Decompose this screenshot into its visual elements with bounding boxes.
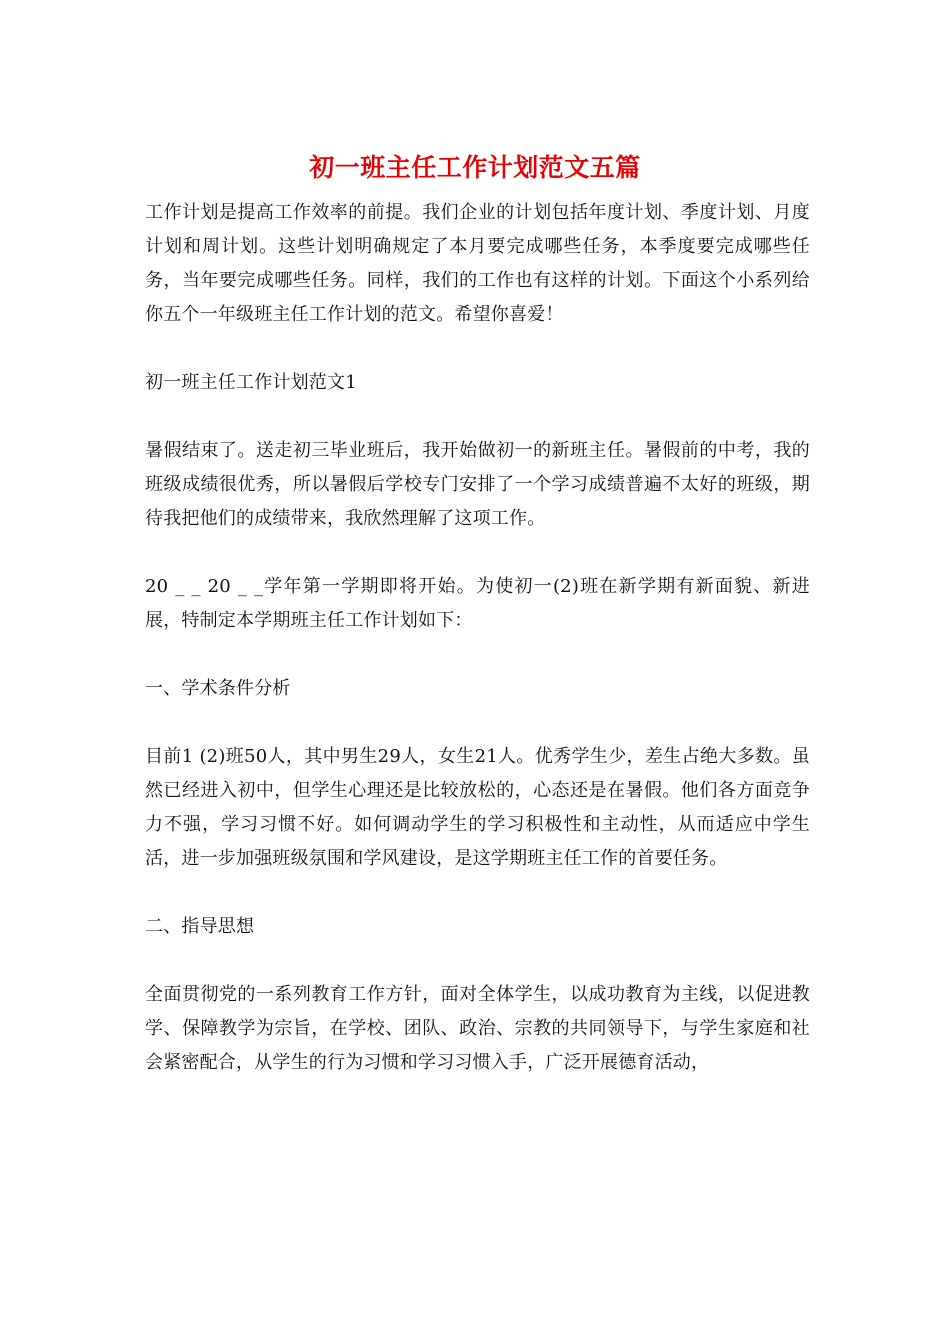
section-heading-guiding-thought: 二、指导思想 bbox=[145, 916, 255, 937]
body-paragraph: 全面贯彻党的一系列教育工作方针，面对全体学生，以成功教育为主线，以促进教学、保障教学为宗旨，在学校、团队、政治、宗教的共同领导下，与学生家庭和社会紧密配合，从学生的行为习惯和学习习惯入手，广泛开展德育活动， bbox=[145, 984, 810, 1073]
document-title: 初一班主任工作计划范文五篇 bbox=[309, 153, 641, 182]
body-paragraph: 20 _ _ 20 _ _学年第一学期即将开始。为使初一(2)班在新学期有新面貌、新进展，特制定本学期班主任工作计划如下： bbox=[145, 576, 810, 631]
body-paragraph: 目前1 (2)班50人，其中男生29人，女生21人。优秀学生少，差生占绝大多数。虽然已经进入初中，但学生心理还是比较放松的，心态还是在暑假。他们各方面竞争力不强，学习习惯不好。如何调动学生的学习积极性和主动性，从而适应中学生活，进一步加强班级氛围和学风建设，是这学期班主任工作的首要任务。 bbox=[145, 746, 810, 869]
intro-paragraph: 工作计划是提高工作效率的前提。我们企业的计划包括年度计划、季度计划、月度计划和周计划。这些计划明确规定了本月要完成哪些任务，本季度要完成哪些任务，当年要完成哪些任务。同样，我们的工作也有这样的计划。下面这个小系列给你五个一年级班主任工作计划的范文。希望你喜爱！ bbox=[145, 202, 810, 325]
body-paragraph: 暑假结束了。送走初三毕业班后，我开始做初一的新班主任。暑假前的中考，我的班级成绩很优秀，所以暑假后学校专门安排了一个学习成绩普遍不太好的班级，期待我把他们的成绩带来，我欣然理解了这项工作。 bbox=[145, 440, 810, 529]
document-body bbox=[145, 196, 810, 1080]
section-heading-analysis: 一、学术条件分析 bbox=[145, 678, 291, 699]
section-heading-sample-1: 初一班主任工作计划范文1 bbox=[145, 372, 357, 393]
